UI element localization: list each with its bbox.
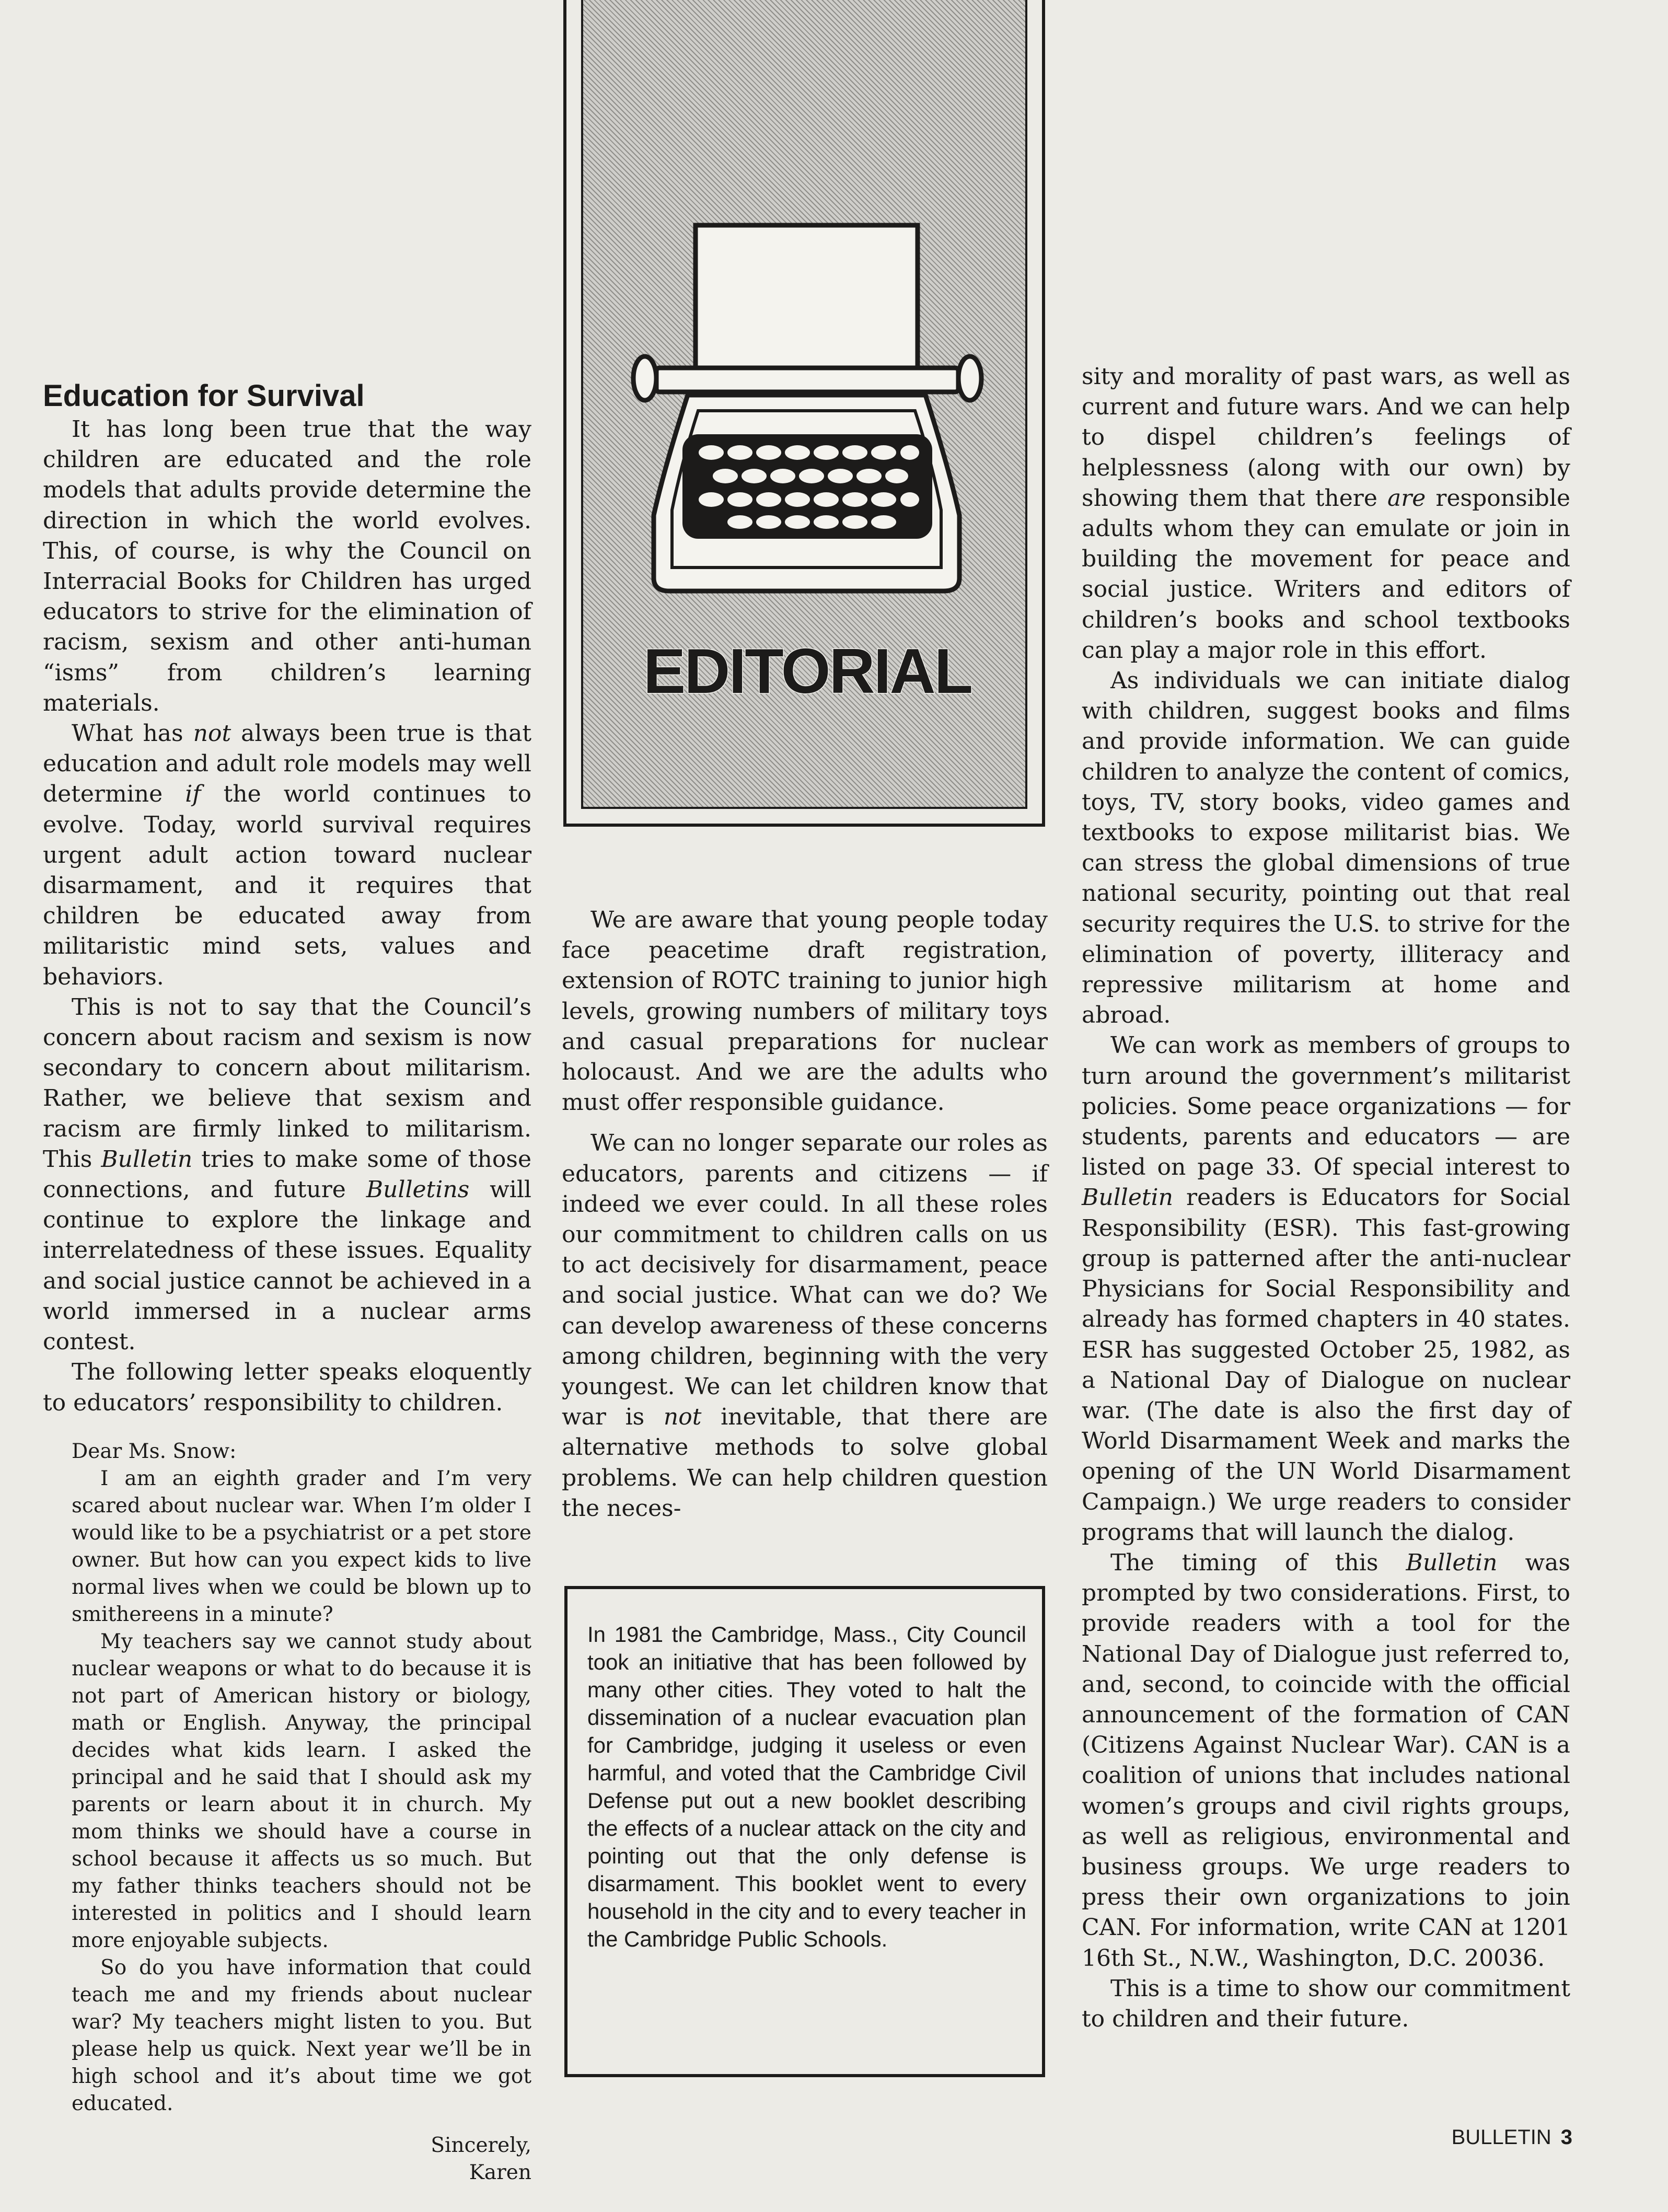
- article-heading: Education for Survival: [43, 379, 365, 413]
- editorial-hatched-panel: [581, 0, 1027, 809]
- page-folio: [1452, 2124, 1572, 2150]
- paragraph: It has long been true that the way children are educated and the role models that adults provide determine the direction in which the world evolves. This, of course, is why the Council on Interracial Books for Children has urged educators to strive for the elimination of racism, sexism and other anti-human “isms” from children’s learning materials.: [43, 416, 531, 716]
- letter-signature: Karen: [469, 2160, 531, 2184]
- page-number: 3: [1560, 2126, 1572, 2149]
- paragraph: This is not to say that the Council’s concern about racism and sexism is now secondary to concern about militarism. Rather, we believe that sexism and racism are firmly linked to militarism. This Bulletin tries to make some of those connections, and future Bulletins will continue to explore the linkage and interrelatedness of these issues. Equality and social justice cannot be achieved in a world immersed in a nuclear arms contest.: [43, 993, 532, 1356]
- paragraph: The following letter speaks eloquently to educators’ responsibility to children.: [43, 1359, 531, 1416]
- editorial-banner: [563, 0, 1045, 827]
- paragraph: This is a time to show our commitment to children and their future.: [1082, 1975, 1570, 2032]
- letter: [43, 1438, 531, 2186]
- paragraph: We are aware that young people today face peacetime draft registration, extension of ROTC training to junior high levels, growing numbers of military toys and casual preparations for nuclear holocaust. And we are the adults who must offer responsible guidance.: [562, 907, 1048, 1116]
- sidebar-box: [564, 1586, 1045, 2077]
- letter-salutation: Dear Ms. Snow:: [72, 1439, 237, 1463]
- middle-column: [562, 905, 1048, 1524]
- paragraph: What has not always been true is that education and adult role models may well determine if the world continues to evolve. Today, world survival requires urgent adult action toward nuclear disarmament, and it requires that children be educated away from militaristic mind sets, values and behaviors.: [43, 720, 532, 990]
- letter-paragraph: I am an eighth grader and I’m very scared about nuclear war. When I’m older I would like to be a psychiatrist or a pet store owner. But how can you expect kids to live normal lives when we could be blown up to smithereens in a minute?: [72, 1466, 531, 1626]
- letter-paragraph: So do you have information that could teach me and my friends about nuclear war? My teachers might listen to you. But please help us quick. Next year we’ll be in high school and it’s about time we got educated.: [72, 1955, 531, 2115]
- paragraph: We can no longer separate our roles as educators, parents and citizens — if indeed we ever could. In all these roles our commitment to children calls on us to act decisively for disarmament, peace and social justice. What can we do? We can develop awareness of these concerns among children, beginning with the very youngest. We can let children know that war is not inevitable, that there are alternative methods to solve global problems. We can help children question the neces-: [562, 1130, 1048, 1522]
- letter-paragraph: My teachers say we cannot study about nuclear weapons or what to do because it is not part of American history or biology, math or English. Anyway, the principal decides what kids learn. I asked the principal and he said that I should ask my parents or learn about it in church. My mom thinks we should have a course in school because it affects us so much. But my father thinks teachers should not be interested in politics and I should learn more enjoyable subjects.: [72, 1629, 531, 1952]
- editorial-label: EDITORIAL: [643, 635, 972, 707]
- publication-name: BULLETIN: [1451, 2126, 1551, 2149]
- right-column: [1082, 362, 1570, 2034]
- paragraph: The timing of this Bulletin was prompted by two considerations. First, to provide readers with a tool for the National Day of Dialogue just referred to, and, second, to coincide with the official announcement of the formation of CAN (Citizens Against Nuclear War). CAN is a coalition of unions that includes national women’s groups and civil rights groups, as well as religious, environmental and business groups. We urge readers to press their own organizations to join CAN. For information, write CAN at 1201 16th St., N.W., Washington, D.C. 20036.: [1082, 1549, 1570, 1972]
- left-column: [43, 414, 531, 2186]
- paragraph: We can work as members of groups to turn around the government’s militarist policies. Some peace organizations — for students, parents and educators — are listed on page 33. Of special interest to Bulletin readers is Educators for Social Responsibility (ESR). This fast-growing group is patterned after the anti-nuclear Physicians for Social Responsibility and already has formed chapters in 40 states. ESR has suggested October 25, 1982, as a National Day of Dialogue on nuclear war. (The date is also the first day of World Disarmament Week and marks the opening of the UN World Disarmament Campaign.) We urge readers to consider programs that will launch the dialog.: [1082, 1032, 1570, 1546]
- paragraph: sity and morality of past wars, as well as current and future wars. And we can help to dispel children’s feelings of helplessness (along with our own) by showing them that there are responsible adults whom they can emulate or join in building the movement for peace and social justice. Writers and editors of children’s books and school textbooks can play a major role in this effort.: [1082, 363, 1571, 664]
- sidebar-text: In 1981 the Cambridge, Mass., City Council took an initiative that has been followed by many other cities. They voted to halt the dissemination of a nuclear evacuation plan for Cambridge, judging it useless or even harmful, and voted that the Cambridge Civil Defense put out a new booklet describing the effects of a nuclear attack on the city and pointing out that the only defense is disarmament. This booklet went to every household in the city and to every teacher in the Cambridge Public Schools.: [587, 1622, 1026, 1951]
- typewriter-icon: [583, 0, 1032, 810]
- letter-closing: Sincerely,: [431, 2133, 531, 2157]
- paragraph: As individuals we can initiate dialog with children, suggest books and films and provide information. We can guide children to analyze the content of comics, toys, TV, story books, video games and textbooks to expose militarist bias. We can stress the global dimensions of true national security, pointing out that real security requires the U.S. to strive for the elimination of poverty, illiteracy and repressive militarism at home and abroad.: [1082, 667, 1570, 1029]
